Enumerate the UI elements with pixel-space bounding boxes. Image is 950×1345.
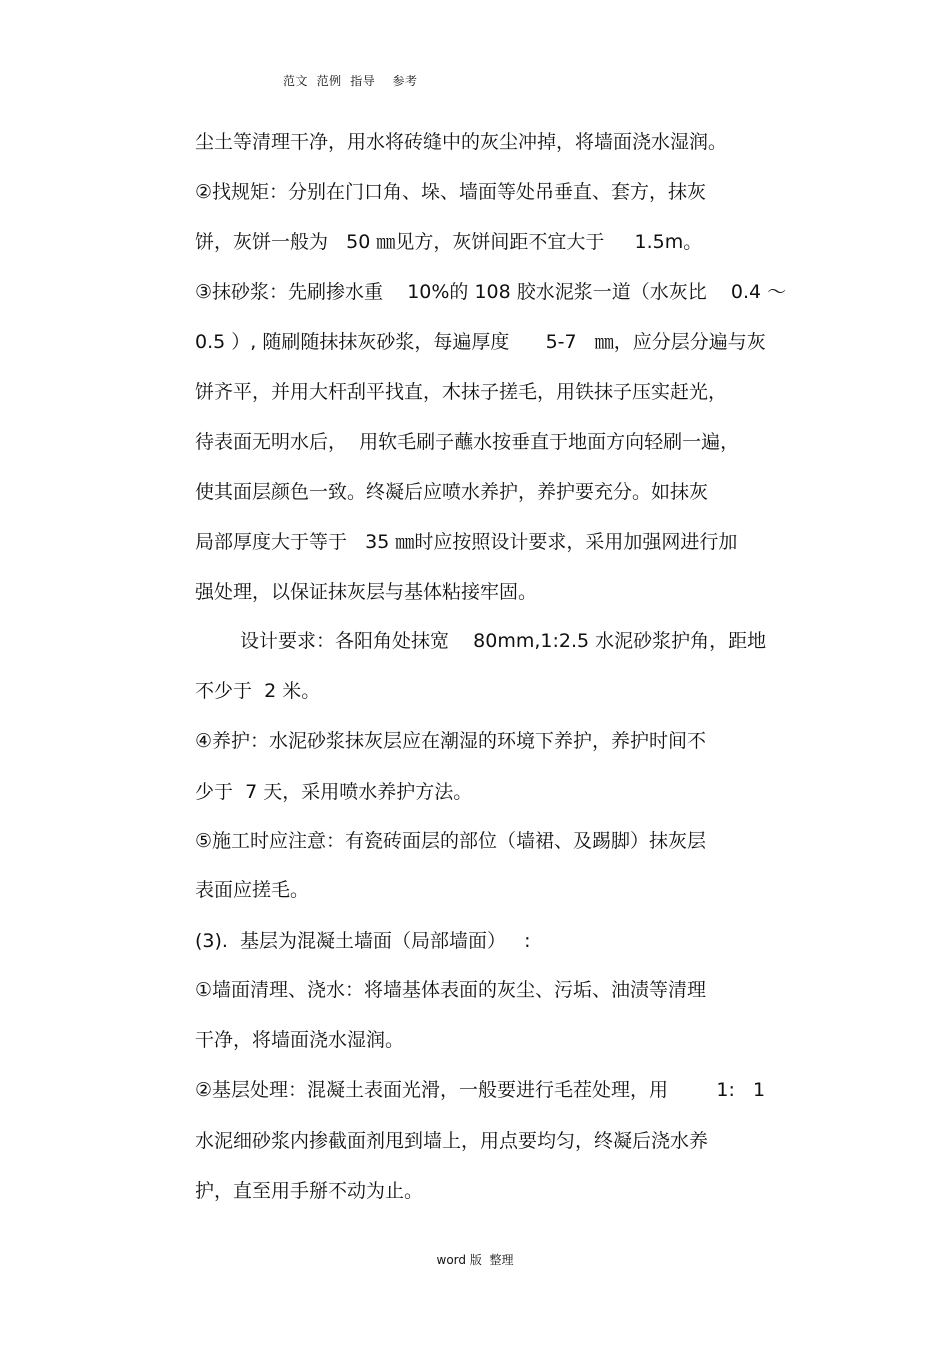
body-line: 局部厚度大于等于 35 ㎜时应按照设计要求，采用加强网进行加: [195, 531, 738, 553]
page-header: 范文 范例 指导 参考: [283, 74, 418, 88]
body-line: 待表面无明水后， 用软毛刷子蘸水按垂直于地面方向轻刷一遍，: [195, 431, 740, 453]
body-line: ③抹砂浆：先刷掺水重 10%的 108 胶水泥浆一道（水灰比 0.4 ～: [195, 281, 787, 303]
body-line-indented: 设计要求：各阳角处抹宽 80mm,1:2.5 水泥砂浆护角，距地: [240, 630, 767, 652]
body-line: 饼齐平，并用大杆刮平找直，木抹子搓毛，用铁抹子压实赶光，: [195, 381, 728, 403]
body-line: 尘土等清理干净，用水将砖缝中的灰尘冲掉，将墙面浇水湿润。: [195, 131, 728, 153]
page-footer: word 版 整理: [436, 1253, 514, 1267]
body-line: ⑤施工时应注意：有瓷砖面层的部位（墙裙、及踢脚）抹灰层: [195, 830, 707, 852]
body-line: 强处理，以保证抹灰层与基体粘接牢固。: [195, 581, 538, 603]
body-line: ④养护：水泥砂浆抹灰层应在潮湿的环境下养护，养护时间不: [195, 730, 707, 752]
body-line: 护，直至用手掰不动为止。: [195, 1180, 424, 1202]
body-line: 表面应搓毛。: [195, 879, 310, 901]
body-line: 少于 7 天，采用喷水养护方法。: [195, 781, 473, 803]
body-line: 0.5 ）, 随刷随抹抹灰砂浆，每遍厚度 5-7 ㎜，应分层分遍与灰: [195, 331, 766, 353]
body-line: 干净，将墙面浇水湿润。: [195, 1029, 405, 1051]
body-line: ②找规矩：分别在门口角、垛、墙面等处吊垂直、套方，抹灰: [195, 181, 707, 203]
section-heading: (3). 基层为混凝土墙面（局部墙面） :: [195, 930, 531, 952]
body-line: 饼，灰饼一般为 50 ㎜见方，灰饼间距不宜大于 1.5m。: [195, 231, 703, 253]
body-line: 使其面层颜色一致。终凝后应喷水养护，养护要充分。如抹灰: [195, 481, 709, 503]
body-line: ②基层处理：混凝土表面光滑，一般要进行毛茬处理，用 1: 1: [195, 1079, 766, 1101]
body-line: ①墙面清理、浇水：将墙基体表面的灰尘、污垢、油渍等清理: [195, 979, 707, 1001]
body-line: 不少于 2 米。: [195, 680, 321, 702]
body-line: 水泥细砂浆内掺截面剂甩到墙上，用点要均匀，终凝后浇水养: [195, 1130, 709, 1152]
